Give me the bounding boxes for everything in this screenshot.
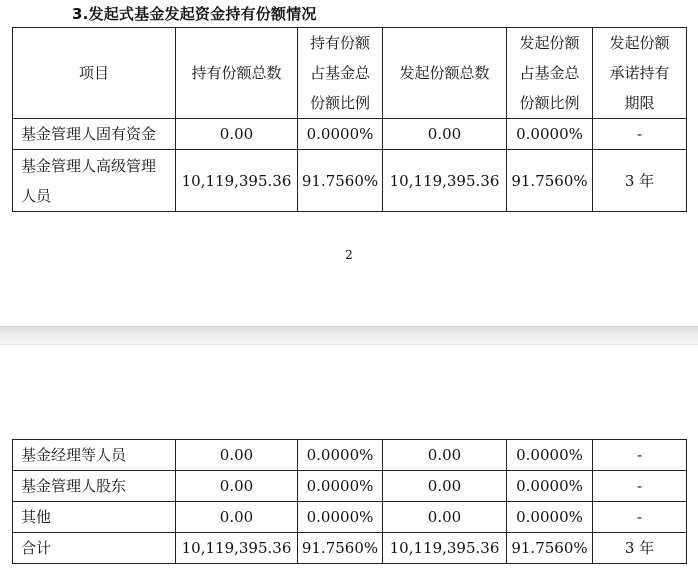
row-item: 基金经理等人员 (13, 440, 176, 471)
row-item: 基金管理人股东 (13, 471, 176, 502)
table-row (13, 440, 687, 471)
section-title: 3.发起式基金发起资金持有份额情况 (72, 5, 317, 23)
page-break-divider (0, 326, 698, 345)
row-init-ratio: 0.0000% (507, 471, 593, 502)
row-hold-ratio: 0.0000% (298, 440, 383, 471)
row-init-total: 10,119,395.36 (383, 533, 507, 564)
row-init-ratio: 0.0000% (507, 440, 593, 471)
row-commit: - (593, 502, 687, 533)
row-init-ratio: 0.0000% (507, 119, 593, 150)
row-commit: - (593, 471, 687, 502)
row-hold-ratio: 0.0000% (298, 502, 383, 533)
header-init-ratio: 发起份额 占基金总 份额比例 (507, 28, 593, 119)
row-hold-ratio: 0.0000% (298, 119, 383, 150)
row-commit: 3 年 (593, 533, 687, 564)
table-row-total (13, 533, 687, 564)
row-commit: - (593, 440, 687, 471)
row-init-ratio: 91.7560% (507, 533, 593, 564)
header-item: 项目 (13, 28, 176, 119)
table-header-row (13, 28, 687, 119)
row-hold-ratio: 91.7560% (298, 150, 383, 212)
holdings-table-top (12, 27, 687, 212)
row-hold-total: 0.00 (176, 119, 298, 150)
row-init-total: 0.00 (383, 119, 507, 150)
table-row (13, 502, 687, 533)
header-hold-total: 持有份额总数 (176, 28, 298, 119)
row-hold-ratio: 91.7560% (298, 533, 383, 564)
table-row (13, 150, 687, 212)
row-item: 基金管理人固有资金 (13, 119, 176, 150)
row-init-total: 0.00 (383, 440, 507, 471)
row-hold-total: 10,119,395.36 (176, 533, 298, 564)
holdings-table-bottom (12, 439, 687, 564)
header-init-total: 发起份额总数 (383, 28, 507, 119)
table-row (13, 471, 687, 502)
row-item: 其他 (13, 502, 176, 533)
page-number: 2 (345, 248, 353, 262)
row-hold-total: 0.00 (176, 471, 298, 502)
row-init-total: 0.00 (383, 502, 507, 533)
row-init-ratio: 91.7560% (507, 150, 593, 212)
table-row (13, 119, 687, 150)
row-init-ratio: 0.0000% (507, 502, 593, 533)
row-init-total: 10,119,395.36 (383, 150, 507, 212)
row-commit: - (593, 119, 687, 150)
row-hold-total: 0.00 (176, 502, 298, 533)
row-hold-total: 0.00 (176, 440, 298, 471)
row-hold-total: 10,119,395.36 (176, 150, 298, 212)
row-item: 合计 (13, 533, 176, 564)
header-hold-ratio: 持有份额 占基金总 份额比例 (298, 28, 383, 119)
header-commit: 发起份额 承诺持有 期限 (593, 28, 687, 119)
row-item: 基金管理人高级管理 人员 (13, 150, 176, 212)
row-hold-ratio: 0.0000% (298, 471, 383, 502)
row-commit: 3 年 (593, 150, 687, 212)
row-init-total: 0.00 (383, 471, 507, 502)
